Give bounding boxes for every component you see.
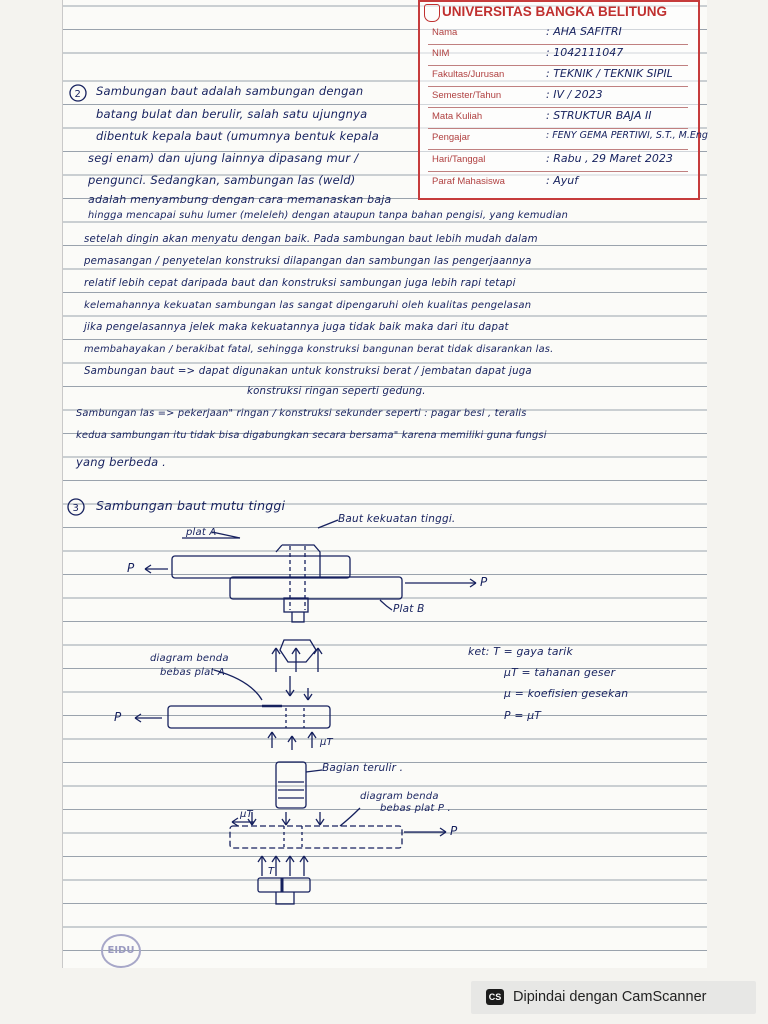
threaded-part: [276, 762, 306, 808]
label-p-fbd-a: P: [114, 710, 122, 724]
svg-text:2: 2: [74, 89, 81, 100]
label-mu-t-bottom: μT: [240, 809, 253, 820]
answer2-line: konstruksi ringan seperti gedung.: [247, 386, 426, 397]
header-row: Pengajar : FENY GEMA PERTIWI, S.T., M.Eng: [428, 129, 688, 150]
header-row: NIM : 1042111047: [428, 45, 688, 66]
answer2-line: Sambungan baut => dapat digunakan untuk konstruksi berat / jembatan dapat juga: [84, 366, 532, 377]
label-plat-a: plat A: [186, 527, 217, 538]
svg-text:3: 3: [72, 503, 79, 514]
label-plat-b: Plat B: [393, 603, 425, 615]
label-bagian-terulir: Bagian terulir .: [322, 762, 404, 774]
answer2-line: Sambungan las => pekerjaan" ringan / konstruksi sekunder seperti : pagar besi , teralis: [76, 408, 527, 419]
answer2-line: Sambungan baut adalah sambungan dengan: [96, 84, 364, 98]
camscanner-badge: [471, 981, 756, 1014]
plate-a: [172, 556, 350, 578]
answer2-line: batang bulat dan berulir, salah satu ujungnya: [96, 107, 368, 121]
answer2-line: kedua sambungan itu tidak bisa digabungkan secara bersama" karena memiliki guna fungsi: [76, 430, 547, 441]
label-diagram-b: diagram benda: [360, 791, 439, 802]
plate-b: [230, 577, 402, 599]
answer2-line: pengunci. Sedangkan, sambungan las (weld): [88, 173, 356, 187]
legend-line: μT = tahanan geser: [504, 666, 616, 679]
label-baut: Baut kekuatan tinggi.: [338, 513, 456, 525]
camscanner-text: Dipindai dengan CamScanner: [513, 989, 707, 1005]
header-row: Mata Kuliah : STRUKTUR BAJA II: [428, 108, 688, 129]
answer2-line: yang berbeda .: [76, 455, 167, 469]
answer2-line: setelah dingin akan menyatu dengan baik. Pada sambungan baut lebih mudah dalam: [84, 234, 538, 245]
answer2-line: dibentuk kepala baut (umumnya bentuk kepala: [96, 129, 380, 143]
label-p-left: P: [127, 561, 135, 575]
header-row: Semester/Tahun : IV / 2023: [428, 87, 688, 108]
university-name: UNIVERSITAS BANGKA BELITUNG: [442, 4, 668, 19]
answer3-title: Sambungan baut mutu tinggi: [96, 498, 286, 513]
paper-brand-stamp: EIDU: [101, 934, 141, 968]
answer2-line: relatif lebih cepat daripada baut dan konstruksi sambungan juga lebih rapi tetapi: [84, 278, 516, 289]
label-p-right: P: [480, 575, 488, 589]
answer2-line: pemasangan / penyetelan konstruksi dilapangan dan sambungan las pengerjaannya: [84, 256, 532, 267]
header-row: Nama : AHA SAFITRI: [428, 24, 688, 45]
label-diagram-a2: bebas plat A: [160, 667, 225, 678]
answer2-line: kelemahannya kekuatan sambungan las sangat dipengaruhi oleh kualitas pengelasan: [84, 300, 532, 311]
header-row: Paraf Mahasiswa : Ayuf: [432, 174, 579, 187]
plate-a-fbd: [168, 706, 330, 728]
answer2-line: hingga mencapai suhu lumer (meleleh) dengan ataupun tanpa bahan pengisi, yang kemudian: [88, 210, 569, 221]
legend-line: ket: T = gaya tarik: [468, 645, 573, 658]
legend-line: μ = koefisien gesekan: [504, 687, 629, 700]
label-diagram-b2: bebas plat P .: [380, 803, 451, 814]
label-p-fbd-b: P: [450, 824, 458, 838]
label-diagram-a: diagram benda: [150, 653, 229, 664]
header-row: Hari/Tanggal : Rabu , 29 Maret 2023: [428, 151, 688, 172]
label-t: T: [268, 866, 275, 877]
answer2-line: adalah menyambung dengan cara memanaskan baja: [88, 193, 392, 206]
label-mu-t: μT: [320, 737, 333, 748]
header-row: Fakultas/Jurusan : TEKNIK / TEKNIK SIPIL: [428, 66, 688, 87]
legend-line: P = μT: [504, 709, 542, 722]
answer2-line: membahayakan / berakibat fatal, sehingga konstruksi bangunan berat tidak disarankan las.: [84, 344, 554, 355]
answer2-line: jika pengelasannya jelek maka kekuatannya juga tidak baik maka dari itu dapat: [84, 322, 509, 333]
bolt-head: [276, 545, 320, 577]
nut-fbd: [258, 878, 310, 892]
answer2-line: segi enam) dan ujung lainnya dipasang mur /: [88, 151, 359, 165]
camscanner-logo-icon: CS: [486, 989, 504, 1005]
plate-p-fbd: [230, 826, 402, 848]
